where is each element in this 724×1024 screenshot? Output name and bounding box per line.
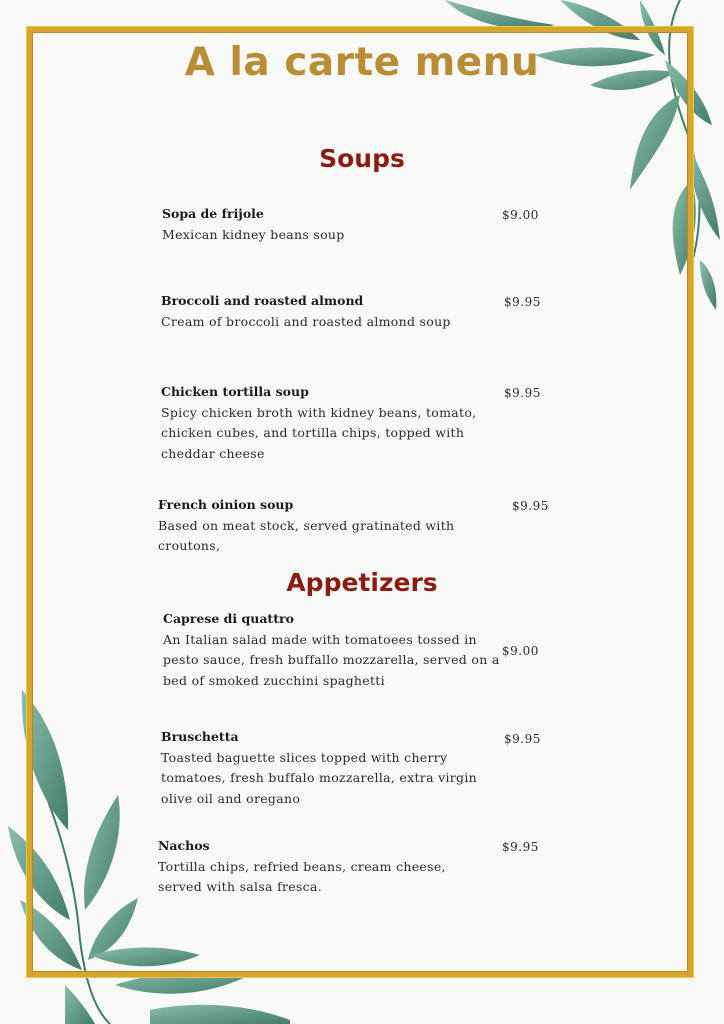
menu-item-nachos — [158, 836, 446, 898]
item-description: cheddar cheese — [161, 445, 265, 461]
item-description: An Italian salad made with tomatoees tossed in — [163, 631, 477, 647]
item-price: $9.95 — [504, 732, 541, 746]
item-description: chicken cubes, and tortilla chips, topped with — [161, 425, 465, 440]
section-heading-soups: Soups — [319, 144, 405, 173]
item-description: served with salsa fresca. — [158, 879, 323, 894]
menu-item-chicken-tortilla — [161, 382, 476, 464]
item-description: olive oil and oregano — [161, 790, 301, 806]
item-price: $9.95 — [504, 295, 541, 309]
item-description: Cream of broccoli and roasted almond soup — [161, 313, 451, 329]
item-name: Nachos — [158, 838, 210, 853]
menu-item-sopa-de-frijole — [162, 204, 345, 245]
item-description: Toasted baguette slices topped with cherry — [161, 749, 448, 765]
item-name: Broccoli and roasted almond — [161, 293, 364, 308]
item-description: Tortilla chips, refried beans, cream cheese, — [158, 858, 446, 874]
item-name: Caprese di quattro — [163, 611, 294, 626]
item-description: bed of smoked zucchini spaghetti — [163, 672, 385, 688]
item-price: $9.00 — [502, 208, 539, 222]
item-description: pesto sauce, fresh buffallo mozzarella, served on a — [163, 652, 500, 667]
item-description: croutons, — [158, 538, 221, 553]
item-price: $9.95 — [504, 386, 541, 400]
item-description: tomatoes, fresh buffalo mozzarella, extra virgin — [161, 770, 477, 785]
item-price: $9.95 — [502, 840, 539, 854]
item-name: Sopa de frijole — [162, 206, 264, 221]
item-name: French oinion soup — [158, 497, 294, 512]
item-name: Chicken tortilla soup — [161, 384, 309, 399]
menu-item-bruschetta — [161, 727, 477, 809]
menu-item-french-onion — [158, 495, 454, 557]
item-description: Mexican kidney beans soup — [162, 226, 345, 242]
item-price: $9.95 — [512, 499, 549, 513]
menu-item-broccoli — [161, 291, 451, 332]
menu-item-caprese — [163, 609, 500, 691]
item-description: Based on meat stock, served gratinated with — [158, 517, 455, 533]
item-name: Bruschetta — [161, 729, 239, 744]
item-price: $9.00 — [502, 644, 539, 658]
menu-title: A la carte menu — [184, 40, 540, 85]
item-description: Spicy chicken broth with kidney beans, tomato, — [161, 404, 477, 420]
section-heading-appetizers: Appetizers — [286, 568, 438, 597]
